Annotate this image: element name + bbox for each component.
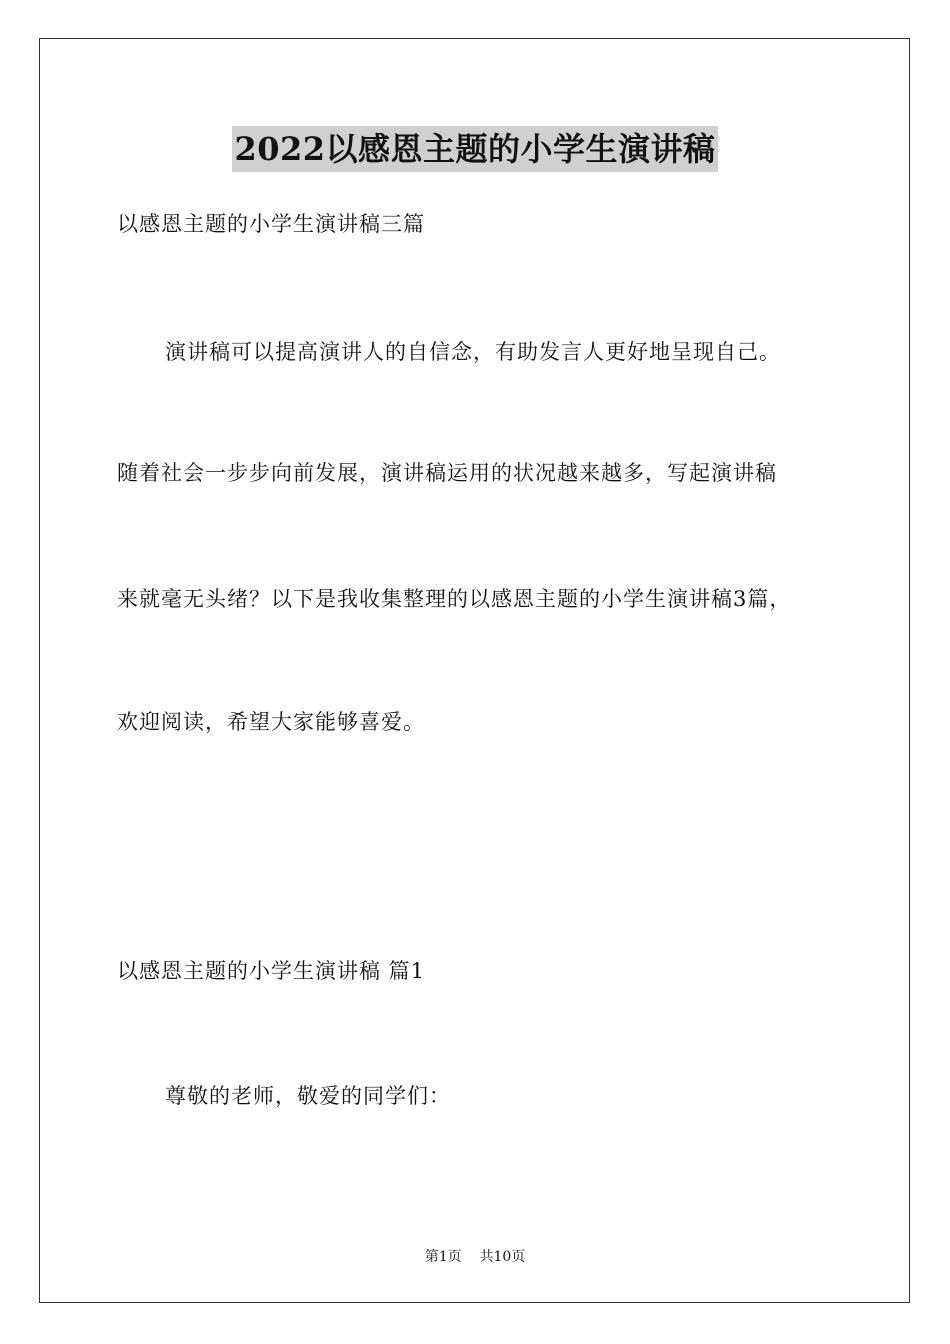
page-footer [0,1247,950,1267]
body-line-3: 来就毫无头绪？以下是我收集整理的以感恩主题的小学生演讲稿3篇， [117,587,792,611]
salutation-line: 尊敬的老师，敬爱的同学们： [165,1084,451,1108]
page-number: 第1页 [424,1249,462,1265]
body-line-4: 欢迎阅读，希望大家能够喜爱。 [117,710,425,734]
section-heading: 以感恩主题的小学生演讲稿 篇1 [117,959,426,983]
body-line-2: 随着社会一步步向前发展，演讲稿运用的状况越来越多，写起演讲稿 [117,461,777,485]
document-title: 2022以感恩主题的小学生演讲稿 [232,126,717,172]
subtitle-line: 以感恩主题的小学生演讲稿三篇 [117,212,425,236]
body-line-1: 演讲稿可以提高演讲人的自信念，有助发言人更好地呈现自己。 [165,340,781,364]
page-total: 共10页 [479,1249,526,1265]
title-container [0,126,950,172]
